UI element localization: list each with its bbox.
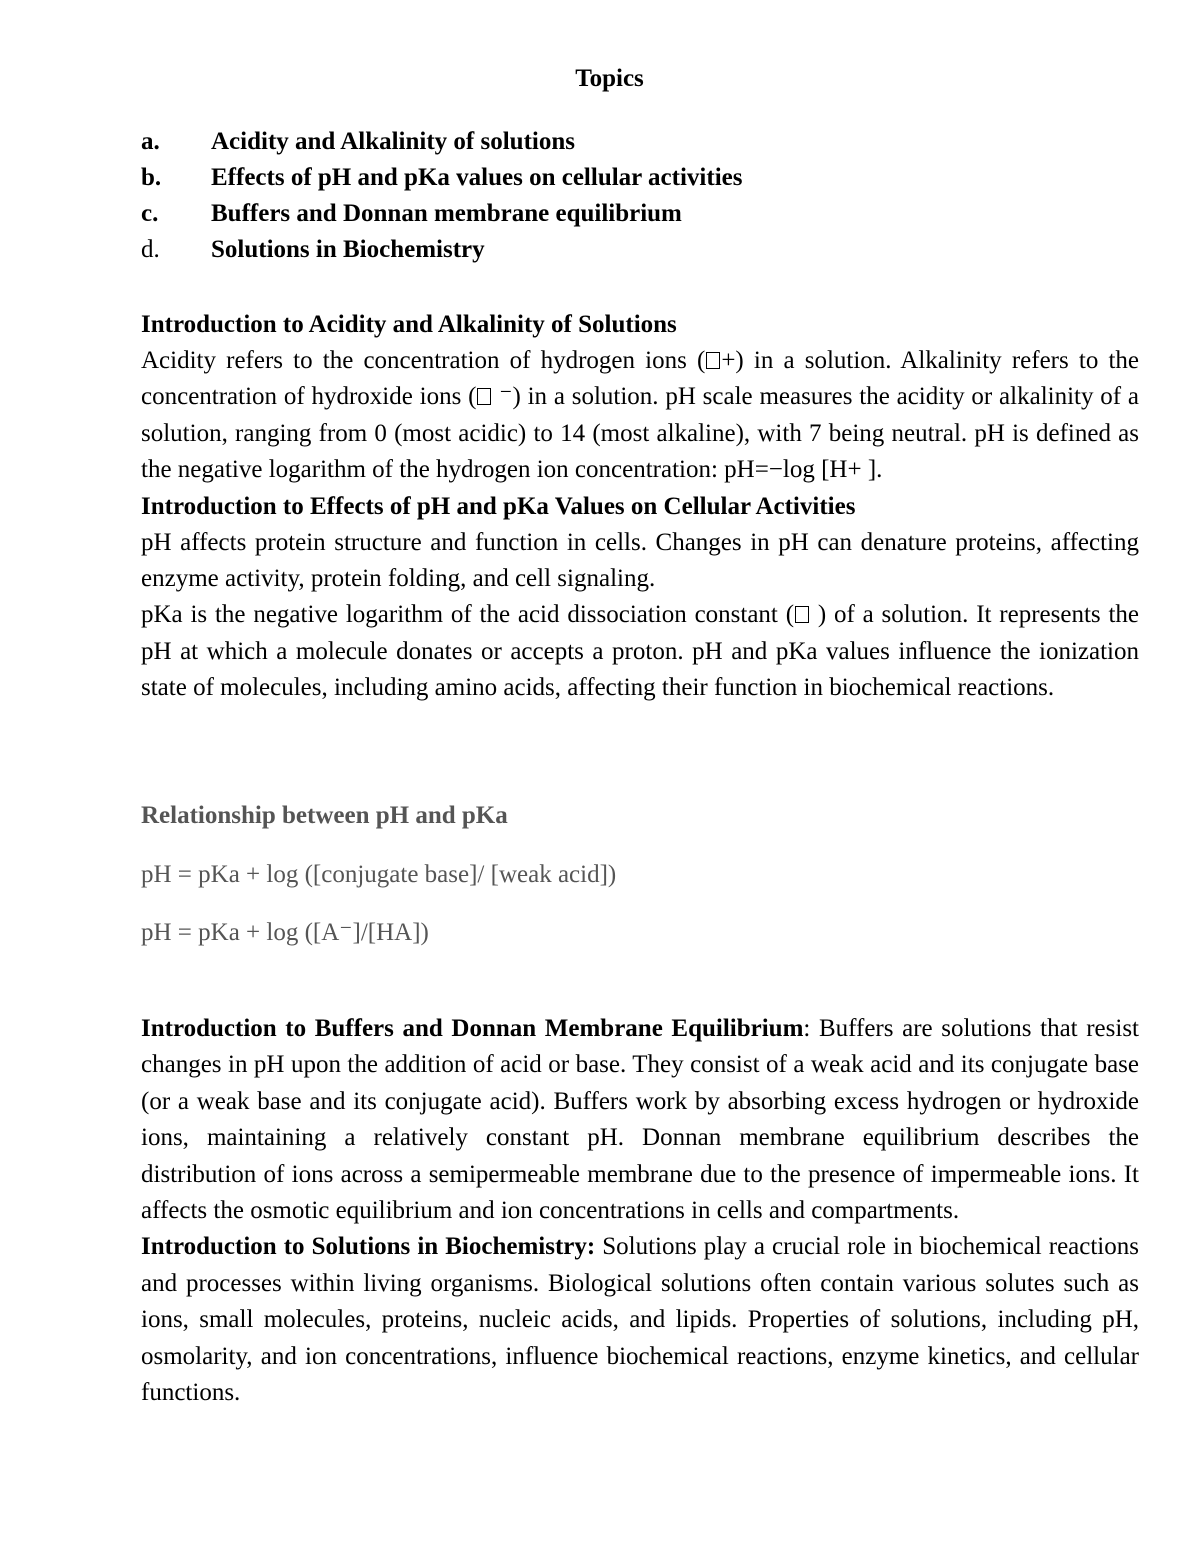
paragraph-text: Acidity refers to the concentration of hydrogen ions ( (141, 347, 706, 374)
section-paragraph: pH affects protein structure and function in cells. Changes in pH can denature proteins, affecting enzyme activity, protein folding, and cell signaling. (141, 528, 1139, 593)
paragraph-text: +) in a solution. Alkalinity refers to the concentration of hydroxide ions ( (141, 347, 1140, 411)
section-paragraph (141, 343, 1139, 489)
section-heading: Introduction to Acidity and Alkalinity of Solutions (141, 311, 677, 338)
section-paragraph (141, 1011, 1139, 1229)
formula-text: pH = pKa + log ([conjugate base]/ [weak acid]) (141, 861, 617, 888)
section-heading: Relationship between pH and pKa (141, 802, 508, 829)
section-acidity (141, 307, 1139, 707)
missing-glyph-icon (706, 352, 720, 369)
paragraph-text: Solutions play a crucial role in biochemical reactions and processes within living organisms. Biological solutions often contain various solutes such as ions, small molecules, proteins, nucleic acids, and lipids. Properties of solutions, including pH, osmolarity, and ion concentrations, influence biochemical reactions, enzyme kinetics, and cellular functions. (141, 1233, 1139, 1407)
list-marker: b. (141, 164, 162, 191)
list-item (141, 199, 1139, 235)
formula-block (141, 860, 1139, 890)
paragraph-text: ⁻) in a solution. pH scale measures the acidity or alkalinity of a solution, ranging from 0 (most acidic) to 14 (most alkaline), with 7 being neutral. pH is defined as the negative logarithm of the hydrogen ion concentration: pH=−log [H+ ]. (141, 383, 1140, 484)
formula-block (141, 918, 1139, 948)
list-item (141, 163, 1139, 199)
formula-text: pH = pKa + log ([A⁻]/[HA]) (141, 919, 429, 946)
list-item-text: Acidity and Alkalinity of solutions (211, 128, 575, 155)
missing-glyph-icon (795, 606, 809, 623)
section-heading: Introduction to Buffers and Donnan Membrane Equilibrium (141, 1015, 804, 1042)
paragraph-text: pKa is the negative logarithm of the acid dissociation constant ( (141, 601, 795, 629)
paragraph-text: ) of a solution. It represents the pH at which a molecule donates or accepts a proton. pH and pKa values influence the ionization state of molecules, including amino acids, affecting their function in biochemical reactions. (141, 601, 1139, 702)
page-title: Topics (575, 65, 644, 92)
section-heading: Introduction to Solutions in Biochemistry: (141, 1233, 596, 1261)
paragraph-text: : Buffers are solutions that resist changes in pH upon the addition of acid or base. They consist of a weak acid and its conjugate base (or a weak base and its conjugate acid). Buffers work by absorbing excess hydrogen or hydroxide ions, maintaining a relatively constant pH. Donnan membrane equilibrium describes the distribution of ions across a semipermeable membrane due to the presence of impermeable ions. It affects the osmotic equilibrium and ion concentrations in cells and compartments. (141, 1015, 1139, 1225)
list-marker: d. (141, 236, 160, 263)
list-item (141, 235, 1139, 271)
relationship-section (141, 801, 1139, 831)
section-paragraph (141, 1229, 1139, 1411)
list-item (141, 127, 1139, 163)
missing-glyph-icon (477, 388, 491, 405)
list-marker: a. (141, 128, 160, 155)
section-heading: Introduction to Effects of pH and pKa Values on Cellular Activities (141, 492, 856, 520)
list-item-text: Buffers and Donnan membrane equilibrium (211, 200, 682, 227)
list-item-text: Effects of pH and pKa values on cellular activities (211, 164, 743, 191)
list-item-text: Solutions in Biochemistry (211, 236, 485, 263)
list-marker: c. (141, 200, 159, 227)
section-buffers (141, 1011, 1139, 1411)
topics-list (141, 127, 1139, 271)
section-paragraph (141, 597, 1139, 706)
